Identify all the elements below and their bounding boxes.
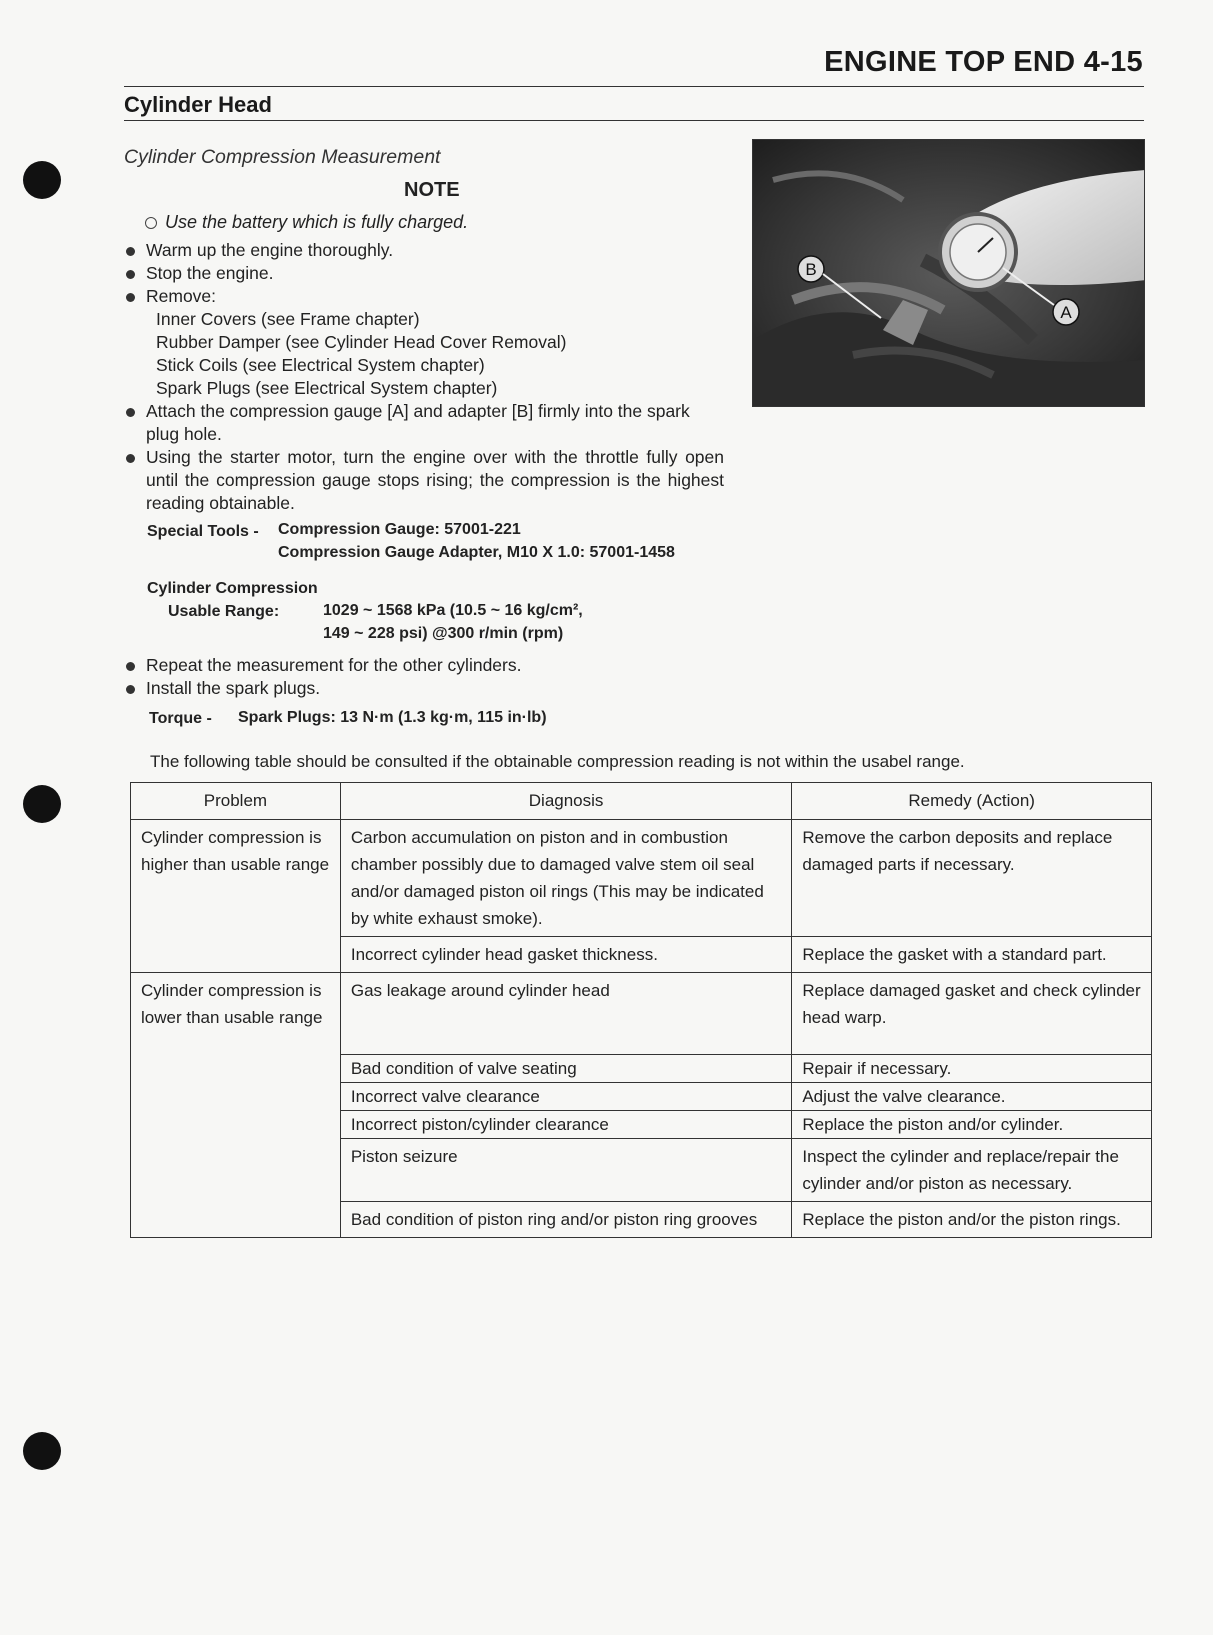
table-row xyxy=(131,973,1152,1055)
special-tool-2: Compression Gauge Adapter, M10 X 1.0: 57001-1458 xyxy=(278,544,675,561)
remedy-cell: Inspect the cylinder and replace/repair the cylinder and/or piston as necessary. xyxy=(792,1139,1152,1202)
usable-range-label: Usable Range: xyxy=(168,603,280,620)
page-header-title: ENGINE TOP END 4-15 xyxy=(824,46,1143,78)
problem-cell-continued xyxy=(131,1139,341,1202)
remove-item: Spark Plugs (see Electrical System chapter) xyxy=(156,378,498,398)
binder-hole-middle xyxy=(23,785,61,823)
problem-cell: Cylinder compression is higher than usable range xyxy=(131,820,341,937)
diagnosis-cell: Carbon accumulation on piston and in combustion chamber possibly due to damaged valve stem oil seal and/or damaged piston oil rings (This may be indicated by white exhaust smoke). xyxy=(340,820,792,937)
procedure-steps xyxy=(124,239,724,515)
special-tool-1: Compression Gauge: 57001-221 xyxy=(278,521,521,538)
step-remove: Remove: xyxy=(124,285,724,308)
compression-diagnosis-table xyxy=(130,782,1152,1238)
note-text: Use the battery which is fully charged. xyxy=(165,212,469,232)
problem-cell: Cylinder compression is lower than usable range xyxy=(131,973,341,1055)
diagnosis-cell: Incorrect valve clearance xyxy=(340,1083,792,1111)
remedy-cell: Remove the carbon deposits and replace damaged parts if necessary. xyxy=(792,820,1152,937)
step-attach: Attach the compression gauge [A] and adapter [B] firmly into the spark plug hole. xyxy=(124,400,724,446)
table-row xyxy=(131,937,1152,973)
callout-a-label: A xyxy=(1060,303,1072,322)
table-row xyxy=(131,820,1152,937)
step-warm: Warm up the engine thoroughly. xyxy=(124,239,724,262)
table-header-row xyxy=(131,783,1152,820)
header-rule xyxy=(124,86,1144,87)
diagnosis-cell: Bad condition of piston ring and/or piston ring grooves xyxy=(340,1202,792,1238)
problem-cell-continued xyxy=(131,937,341,973)
table-row xyxy=(131,1202,1152,1238)
remedy-cell: Replace the piston and/or cylinder. xyxy=(792,1111,1152,1139)
step-install: Install the spark plugs. xyxy=(124,677,724,700)
usable-range-line2: 149 ~ 228 psi) @300 r/min (rpm) xyxy=(323,625,564,642)
diagnosis-cell: Piston seizure xyxy=(340,1139,792,1202)
engine-photo-illustration xyxy=(753,140,1145,407)
problem-cell-continued xyxy=(131,1055,341,1083)
table-row xyxy=(131,1083,1152,1111)
table-intro: The following table should be consulted if the obtainable compression reading is not within the usabel range. xyxy=(150,752,965,771)
remedy-cell: Replace the piston and/or the piston rings. xyxy=(792,1202,1152,1238)
step-starter: Using the starter motor, turn the engine over with the throttle fully open until the compression gauge stops rising; the compression is the highest reading obtainable. xyxy=(124,446,724,515)
problem-cell-continued xyxy=(131,1111,341,1139)
callout-b-label: B xyxy=(805,260,817,279)
diagnosis-cell: Bad condition of valve seating xyxy=(340,1055,792,1083)
table-row xyxy=(131,1111,1152,1139)
header-diagnosis: Diagnosis xyxy=(340,783,792,820)
diagnosis-cell: Incorrect cylinder head gasket thickness. xyxy=(340,937,792,973)
diagnosis-cell: Incorrect piston/cylinder clearance xyxy=(340,1111,792,1139)
final-steps xyxy=(124,654,724,700)
remedy-cell: Replace damaged gasket and check cylinder head warp. xyxy=(792,973,1152,1055)
special-tools-label: Special Tools - xyxy=(147,523,259,540)
problem-cell-continued xyxy=(131,1083,341,1111)
diagnosis-cell: Gas leakage around cylinder head xyxy=(340,973,792,1055)
section-title: Cylinder Head xyxy=(124,92,272,117)
remove-item: Stick Coils (see Electrical System chapter) xyxy=(156,355,485,375)
step-repeat: Repeat the measurement for the other cylinders. xyxy=(124,654,724,677)
step-stop: Stop the engine. xyxy=(124,262,724,285)
table-row xyxy=(131,1139,1152,1202)
problem-cell-continued xyxy=(131,1202,341,1238)
header-remedy: Remedy (Action) xyxy=(792,783,1152,820)
torque-label: Torque - xyxy=(149,710,212,727)
note-label: NOTE xyxy=(404,179,460,201)
table-row xyxy=(131,1055,1152,1083)
remedy-cell: Repair if necessary. xyxy=(792,1055,1152,1083)
compression-gauge-photo xyxy=(752,139,1145,407)
header-problem: Problem xyxy=(131,783,341,820)
usable-range-line1: 1029 ~ 1568 kPa (10.5 ~ 16 kg/cm², xyxy=(323,602,583,619)
hollow-bullet-icon xyxy=(145,217,157,229)
remove-item: Inner Covers (see Frame chapter) xyxy=(156,309,420,329)
binder-hole-top xyxy=(23,161,61,199)
compression-label: Cylinder Compression xyxy=(147,580,318,597)
section-rule xyxy=(124,120,1144,121)
note-item xyxy=(145,212,468,233)
remove-item: Rubber Damper (see Cylinder Head Cover Removal) xyxy=(156,332,567,352)
remedy-cell: Adjust the valve clearance. xyxy=(792,1083,1152,1111)
remedy-cell: Replace the gasket with a standard part. xyxy=(792,937,1152,973)
binder-hole-bottom xyxy=(23,1432,61,1470)
subsection-title: Cylinder Compression Measurement xyxy=(124,146,441,168)
torque-value: Spark Plugs: 13 N·m (1.3 kg·m, 115 in·lb) xyxy=(238,709,547,726)
